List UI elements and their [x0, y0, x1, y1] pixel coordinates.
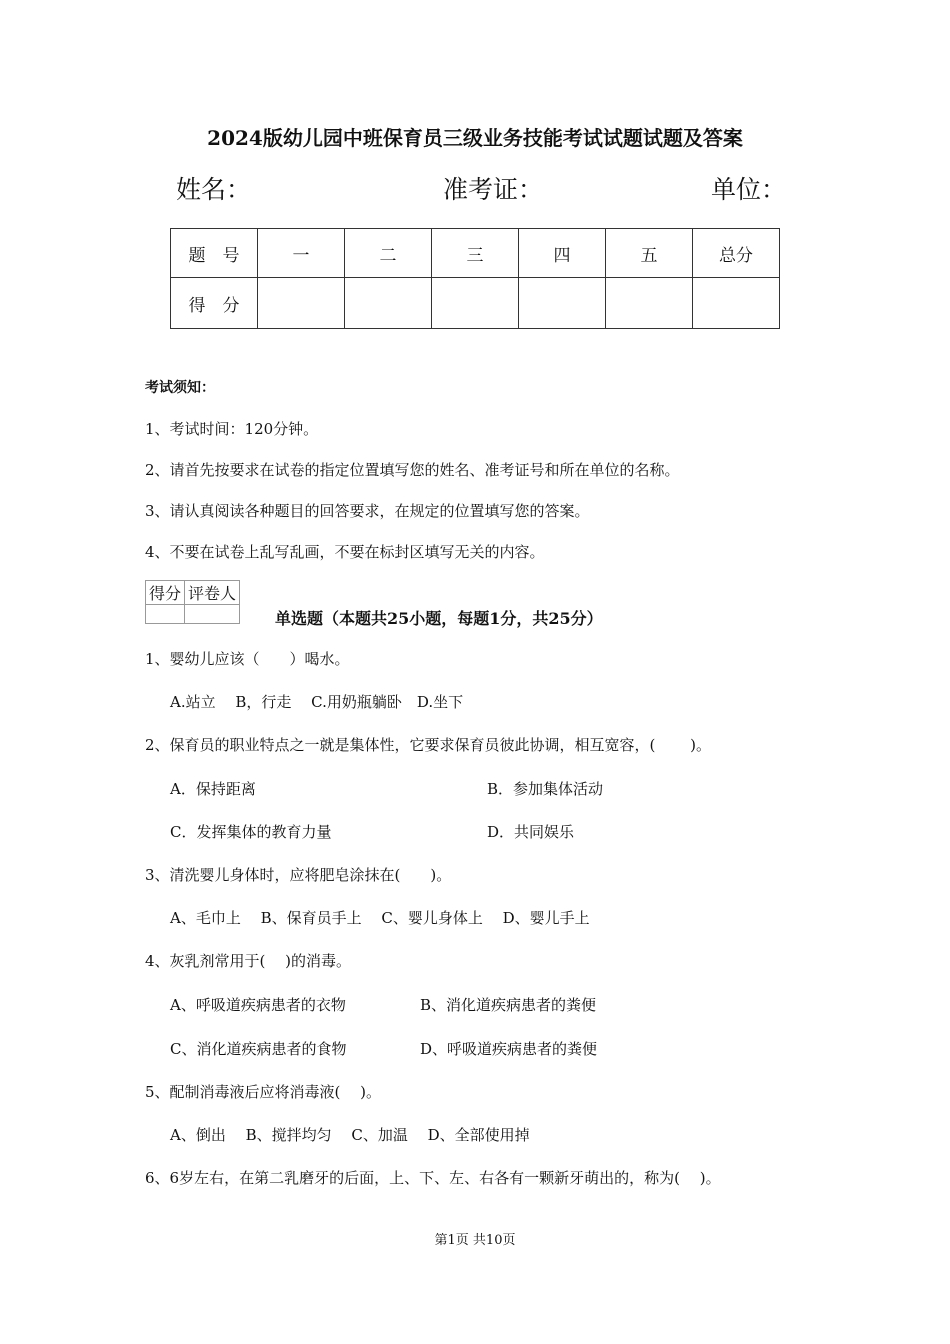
- question-options: A、毛巾上 B、保育员手上 C、婴儿身体上 D、婴儿手上: [170, 909, 590, 927]
- score-table-header-cell: 题 号: [171, 229, 258, 278]
- score-table-header-cell: 一: [258, 229, 345, 278]
- question-stem: 1、婴幼儿应该（ ）喝水。: [145, 650, 350, 668]
- score-table-header-cell: 总分: [693, 229, 780, 278]
- question-option: D、呼吸道疾病患者的粪便: [420, 1040, 598, 1058]
- question-stem: 2、保育员的职业特点之一就是集体性，它要求保育员彼此协调，相互宽容，( )。: [145, 736, 712, 754]
- question-option: B、消化道疾病患者的粪便: [420, 996, 597, 1014]
- score-table-header-cell: 二: [345, 229, 432, 278]
- score-cell[interactable]: [345, 278, 432, 329]
- notice-item: 2、请首先按要求在试卷的指定位置填写您的姓名、准考证号和所在单位的名称。: [145, 461, 680, 479]
- score-table-header-cell: 三: [432, 229, 519, 278]
- unit-field-label: 单位：: [711, 175, 787, 204]
- question-stem: 5、配制消毒液后应将消毒液( )。: [145, 1083, 382, 1101]
- exam-number-field-label: 准考证：: [443, 175, 544, 204]
- question-option: C．发挥集体的教育力量: [170, 823, 332, 841]
- score-cell[interactable]: [693, 278, 780, 329]
- score-cell[interactable]: [606, 278, 693, 329]
- question-stem: 4、灰乳剂常用于( )的消毒。: [145, 952, 352, 970]
- grader-name-cell[interactable]: [185, 605, 240, 624]
- grader-score-cell[interactable]: [146, 605, 185, 624]
- score-cell[interactable]: [519, 278, 606, 329]
- question-option: A、呼吸道疾病患者的衣物: [170, 996, 346, 1014]
- grader-box: [145, 580, 240, 624]
- notice-item: 4、不要在试卷上乱写乱画，不要在标封区填写无关的内容。: [145, 543, 545, 561]
- score-table-score-row: [171, 278, 780, 329]
- score-table-header-cell: 四: [519, 229, 606, 278]
- question-options: A、倒出 B、搅拌均匀 C、加温 D、全部使用掉: [170, 1126, 530, 1144]
- question-option: D．共同娱乐: [487, 823, 575, 841]
- question-option: C、消化道疾病患者的食物: [170, 1040, 347, 1058]
- score-table-row-label: 得 分: [171, 278, 258, 329]
- grader-score-label: 得分: [146, 581, 185, 605]
- score-table: [170, 228, 780, 329]
- question-stem: 3、清洗婴儿身体时，应将肥皂涂抹在( )。: [145, 866, 452, 884]
- page-footer: 第1页 共10页: [434, 1233, 516, 1248]
- document-title: 2024版幼儿园中班保育员三级业务技能考试试题试题及答案: [207, 126, 743, 150]
- grader-name-label: 评卷人: [185, 581, 240, 605]
- score-cell[interactable]: [432, 278, 519, 329]
- notice-heading: 考试须知：: [145, 380, 215, 396]
- notice-item: 3、请认真阅读各种题目的回答要求，在规定的位置填写您的答案。: [145, 502, 590, 520]
- question-stem: 6、6岁左右，在第二乳磨牙的后面，上、下、左、右各有一颗新牙萌出的，称为( )。: [145, 1169, 721, 1187]
- notice-item: 1、考试时间：120分钟。: [145, 420, 319, 438]
- section-heading: 单选题（本题共25小题，每题1分，共25分）: [275, 609, 603, 628]
- question-option: A．保持距离: [170, 780, 256, 798]
- question-option: B．参加集体活动: [487, 780, 604, 798]
- question-options: A.站立 B，行走 C.用奶瓶躺卧 D.坐下: [170, 693, 464, 711]
- score-cell[interactable]: [258, 278, 345, 329]
- name-field-label: 姓名：: [176, 175, 252, 204]
- score-table-header-cell: 五: [606, 229, 693, 278]
- score-table-header-row: [171, 229, 780, 278]
